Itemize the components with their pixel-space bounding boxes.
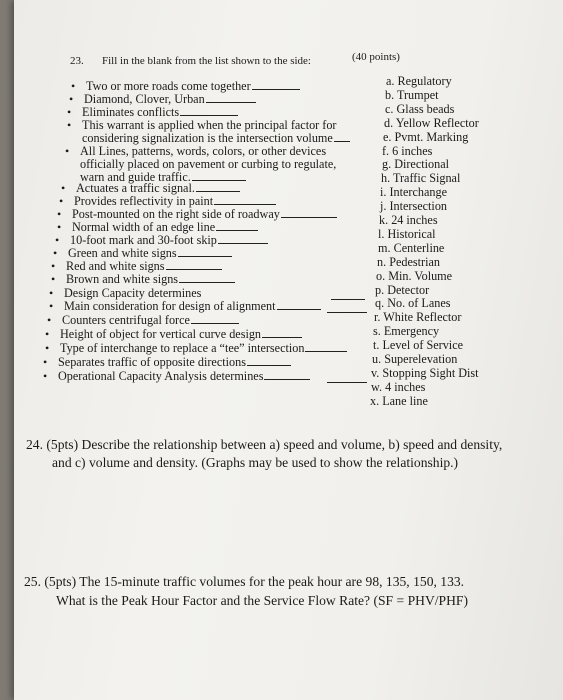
question-25-line-1: (5pts) The 15-minute traffic volumes for the peak hour are 98, 135, 150, 133.: [44, 574, 465, 589]
fill-in-item-text: Green and white signs: [68, 246, 177, 260]
answer-option: o. Min. Volume: [376, 268, 453, 283]
answer-blank[interactable]: [252, 80, 300, 90]
answer-option: u. Superelevation: [372, 352, 458, 366]
fill-in-item: [45, 327, 302, 341]
bullet-icon: •: [69, 92, 74, 106]
fill-in-item-text: Operational Capacity Analysis determines: [58, 369, 264, 383]
bullet-icon: •: [57, 220, 62, 234]
bullet-icon: •: [49, 299, 54, 313]
bullet-icon: •: [65, 144, 70, 158]
fill-in-item-text: All Lines, patterns, words, colors, or other devices: [80, 144, 327, 158]
answer-option: x. Lane line: [370, 393, 428, 408]
answer-blank[interactable]: [334, 132, 350, 142]
fill-in-item-text: considering signalization is the intersection volume: [82, 131, 333, 145]
bullet-icon: •: [53, 246, 58, 260]
fill-in-item-text: Counters centrifugal force: [62, 313, 190, 327]
question-24-line-2: and c) volume and density. (Graphs may be used to show the relationship.): [52, 455, 459, 470]
question-25-number: 25.: [24, 574, 41, 589]
fill-in-item: [49, 299, 321, 313]
answer-blank[interactable]: [247, 356, 291, 366]
bullet-icon: •: [43, 355, 48, 369]
fill-in-item-text: 10-foot mark and 30-foot skip: [70, 233, 217, 247]
fill-in-item-text: This warrant is applied when the principal factor for: [82, 118, 337, 132]
fill-in-item-text: Post-mounted on the right side of roadway: [72, 207, 280, 221]
fill-in-item: [45, 341, 347, 355]
answer-option: r. White Reflector: [374, 310, 462, 325]
answer-option: c. Glass beads: [385, 101, 455, 116]
answer-option: v. Stopping Sight Dist: [371, 365, 479, 380]
question-24: [26, 436, 502, 453]
fill-in-item-text: Normal width of an edge line: [72, 220, 216, 234]
fill-in-item-text: officially placed on pavement or curbing to regulate,: [80, 157, 337, 171]
fill-in-item-text: warn and guide traffic.: [80, 170, 191, 184]
fill-in-item: [43, 369, 310, 383]
bullet-icon: •: [55, 233, 60, 247]
bullet-icon: •: [49, 286, 54, 300]
answer-blank[interactable]: [196, 182, 240, 192]
answer-blank[interactable]: [264, 370, 310, 380]
answer-blank[interactable]: [281, 208, 337, 218]
answer-blank[interactable]: [179, 273, 235, 283]
answer-option: e. Pvmt. Marking: [383, 129, 469, 144]
fill-in-item-text: Brown and white signs: [66, 272, 179, 286]
fill-in-item-text: Main consideration for design of alignment: [64, 299, 276, 313]
answer-option: n. Pedestrian: [377, 254, 440, 269]
bullet-icon: •: [59, 194, 64, 208]
fill-in-item-text: Type of interchange to replace a “tee” intersection: [60, 341, 305, 355]
question-25-line-2: What is the Peak Hour Factor and the Service Flow Rate? (SF = PHV/PHF): [56, 593, 469, 608]
bullet-icon: •: [61, 181, 66, 195]
fill-in-item-text: Separates traffic of opposite directions: [58, 355, 246, 369]
answer-option: g. Directional: [382, 157, 450, 172]
bullet-icon: •: [43, 369, 48, 383]
answer-option: w. 4 inches: [371, 379, 426, 394]
question-23-instruction: Fill in the blank from the list shown to the side:: [102, 55, 311, 67]
answer-blank[interactable]: [206, 93, 256, 103]
bullet-icon: •: [45, 341, 50, 355]
answer-option: k. 24 inches: [379, 213, 438, 227]
fill-in-item-text: Design Capacity determines: [64, 286, 202, 300]
answer-option: p. Detector: [375, 282, 430, 297]
answer-option: b. Trumpet: [385, 87, 439, 102]
bullet-icon: •: [47, 313, 52, 327]
answer-blank[interactable]: [262, 328, 302, 338]
answer-blank[interactable]: [180, 106, 238, 116]
answer-option: i. Interchange: [380, 185, 447, 200]
answer-blank[interactable]: [331, 290, 365, 300]
answer-blank[interactable]: [277, 300, 321, 310]
answer-blank[interactable]: [166, 260, 222, 270]
bullet-icon: •: [67, 118, 72, 132]
fill-in-item-text: Diamond, Clover, Urban: [84, 92, 205, 106]
answer-blank[interactable]: [327, 303, 367, 313]
question-24-number: 24.: [26, 437, 43, 452]
bullet-icon: •: [51, 259, 56, 273]
answer-option: q. No. of Lanes: [375, 296, 451, 311]
answer-option: t. Level of Service: [373, 338, 464, 353]
bullet-icon: •: [57, 207, 62, 221]
fill-in-item-text: Height of object for vertical curve design: [60, 327, 262, 341]
fill-in-item-text: Red and white signs: [66, 259, 165, 273]
answer-blank[interactable]: [191, 314, 239, 324]
answer-blank[interactable]: [192, 171, 246, 181]
answer-blank[interactable]: [178, 247, 232, 257]
answer-option: j. Intersection: [380, 199, 448, 214]
bullet-icon: •: [71, 79, 76, 93]
fill-in-item: [47, 313, 239, 327]
bullet-icon: •: [45, 327, 50, 341]
bullet-icon: •: [51, 272, 56, 286]
answer-option: m. Centerline: [378, 240, 445, 255]
worksheet-page: [14, 0, 563, 700]
fill-in-item: [43, 355, 291, 369]
answer-option: l. Historical: [378, 226, 436, 241]
question-23-points: (40 points): [352, 51, 400, 63]
fill-in-item-text: Actuates a traffic signal.: [76, 181, 195, 195]
answer-blank[interactable]: [305, 342, 347, 352]
fill-in-item: [51, 272, 235, 286]
bullet-icon: •: [67, 105, 72, 119]
answer-option: h. Traffic Signal: [381, 171, 461, 186]
answer-option: s. Emergency: [373, 324, 440, 339]
question-23-number: 23.: [70, 55, 84, 67]
fill-in-item-text: Provides reflectivity in paint: [74, 194, 214, 208]
fill-in-item-text: Eliminates conflicts: [82, 105, 180, 119]
answer-blank[interactable]: [216, 221, 258, 231]
question-24-line-1: (5pts) Describe the relationship between a) speed and volume, b) speed and density,: [46, 437, 503, 452]
answer-blank[interactable]: [214, 195, 276, 205]
answer-option: a. Regulatory: [386, 74, 452, 88]
answer-option: f. 6 inches: [382, 143, 433, 158]
answer-option: d. Yellow Reflector: [384, 115, 479, 130]
answer-blank[interactable]: [327, 373, 367, 383]
fill-in-item-text: Two or more roads come together: [86, 79, 251, 93]
question-25: [24, 573, 464, 590]
answer-blank[interactable]: [218, 234, 268, 244]
